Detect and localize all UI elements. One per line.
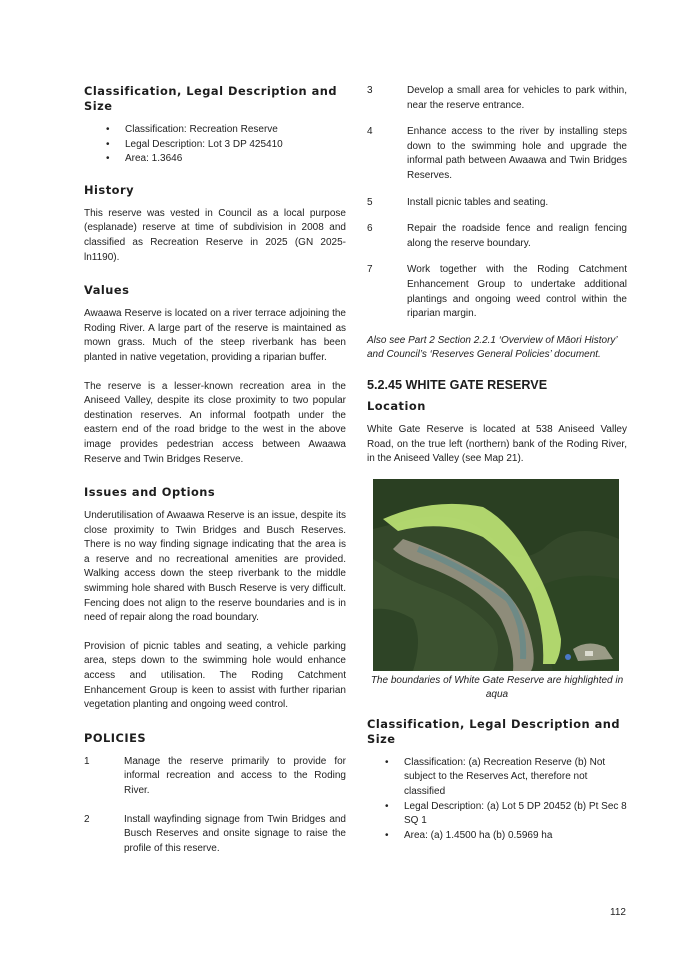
classification-list: [106, 123, 346, 167]
values-paragraph-2: The reserve is a lesser-known recreation area in the Aniseed Valley, despite its close proximity to two popular destination reserves. An informal footpath under the eastern end of the road bridge to the west in the above image provides pedestrian access between Awaawa Reserve and Twin Bridges Reserve.: [84, 380, 346, 465]
policy-number: 5: [367, 196, 373, 208]
history-text: This reserve was vested in Council as a local purpose (esplanade) reserve at time of subdivision in 2008 and classified as Recreation Reserve in 2025 (GN 2025-ln1190).: [84, 207, 346, 263]
list-item: • Legal Description: (a) Lot 5 DP 20452 (b) Pt Sec 8 SQ 1: [385, 800, 627, 829]
photo-caption: The boundaries of White Gate Reserve are highlighted in aqua: [370, 674, 624, 701]
page-number: 112: [610, 907, 626, 918]
classification-heading-2: Classification, Legal Description and Size: [367, 716, 621, 746]
policy-text: Develop a small area for vehicles to park within, near the reserve entrance.: [407, 85, 627, 111]
also-see-note: Also see Part 2 Section 2.2.1 ‘Overview of Māori History’ and Council’s ‘Reserves General Policies’ document.: [367, 334, 618, 361]
list-item: • Area: 1.3646: [106, 152, 346, 167]
issues-heading: Issues and Options: [84, 485, 216, 500]
list-item: • Classification: Recreation Reserve: [106, 123, 346, 138]
policy-item: [84, 813, 346, 857]
issues-paragraph-2: Provision of picnic tables and seating, a vehicle parking area, steps down to the swimming hole would enhance access and utilisation. The Roding Catchment Enhancement Group is keen to assist with further riparian vegetation planting and ongoing weed control.: [84, 640, 346, 711]
policy-text: Install wayfinding signage from Twin Bridges and Busch Reserves and onsite signage to raise the profile of this reserve.: [124, 813, 346, 854]
policy-number: 1: [84, 755, 90, 767]
location-text: White Gate Reserve is located at 538 Aniseed Valley Road, on the true left (northern) bank of the Roding River, in the Aniseed Valley (see Map 21).: [367, 423, 627, 465]
policy-text: Work together with the Roding Catchment Enhancement Group to undertake additional plantings and ongoing weed control within the riparian margin.: [407, 264, 627, 320]
list-item: • Legal Description: Lot 3 DP 425410: [106, 138, 346, 153]
aerial-photo-image: [373, 479, 619, 671]
policy-item: [367, 222, 627, 251]
policy-text: Enhance access to the river by installing steps down to the swimming hole and upgrade the informal path between Awaawa and Twin Bridges Reserves.: [407, 126, 627, 181]
section-title: 5.2.45 WHITE GATE RESERVE: [367, 377, 548, 392]
policy-text: Install picnic tables and seating.: [407, 196, 549, 208]
policy-number: 2: [84, 813, 90, 825]
list-item: • Area: (a) 1.4500 ha (b) 0.5969 ha: [385, 829, 627, 844]
policy-text: Manage the reserve primarily to provide for informal recreation and access to the Roding River.: [124, 755, 346, 796]
policies-heading: POLICIES: [84, 730, 147, 745]
policy-number: 7: [367, 264, 373, 276]
classification-heading: Classification, Legal Description and Size: [84, 84, 338, 113]
policy-number: 3: [367, 85, 373, 96]
aerial-photo: [373, 479, 619, 671]
policy-item: [367, 125, 627, 183]
policy-item: [367, 263, 627, 321]
values-paragraph-1: Awaawa Reserve is located on a river terrace adjoining the Roding River. A large part of the reserve is maintained as mown grass. Much of the steep riverbank has been planted in native vegetation, providing a riparian buffer.: [84, 308, 346, 363]
left-column: [84, 84, 346, 856]
classification-list-2: [385, 756, 627, 844]
policy-number: 4: [367, 126, 373, 138]
policy-number: 6: [367, 223, 373, 235]
right-column: [367, 84, 627, 843]
history-heading: History: [84, 182, 135, 197]
policy-item: [367, 84, 627, 113]
policy-item: [84, 755, 346, 799]
list-item: • Classification: (a) Recreation Reserve (b) Not subject to the Reserves Act, therefore not classified: [385, 756, 627, 800]
values-heading: Values: [84, 283, 130, 298]
location-heading: Location: [367, 398, 426, 413]
policy-text: Repair the roadside fence and realign fencing along the reserve boundary.: [407, 223, 627, 249]
policy-item: [367, 196, 627, 211]
issues-paragraph-1: Underutilisation of Awaawa Reserve is an issue, despite its close proximity to Twin Bridges and Busch Reserves. There is no way finding signage indicating that the area is a reserve and no recreational amenities are provided. Walking access down the steep riverbank to the middle swimming hole shared with Busch Reserve is very difficult. Fencing does not align to the reserve boundaries and is in need of repair along the road boundary.: [84, 510, 346, 624]
